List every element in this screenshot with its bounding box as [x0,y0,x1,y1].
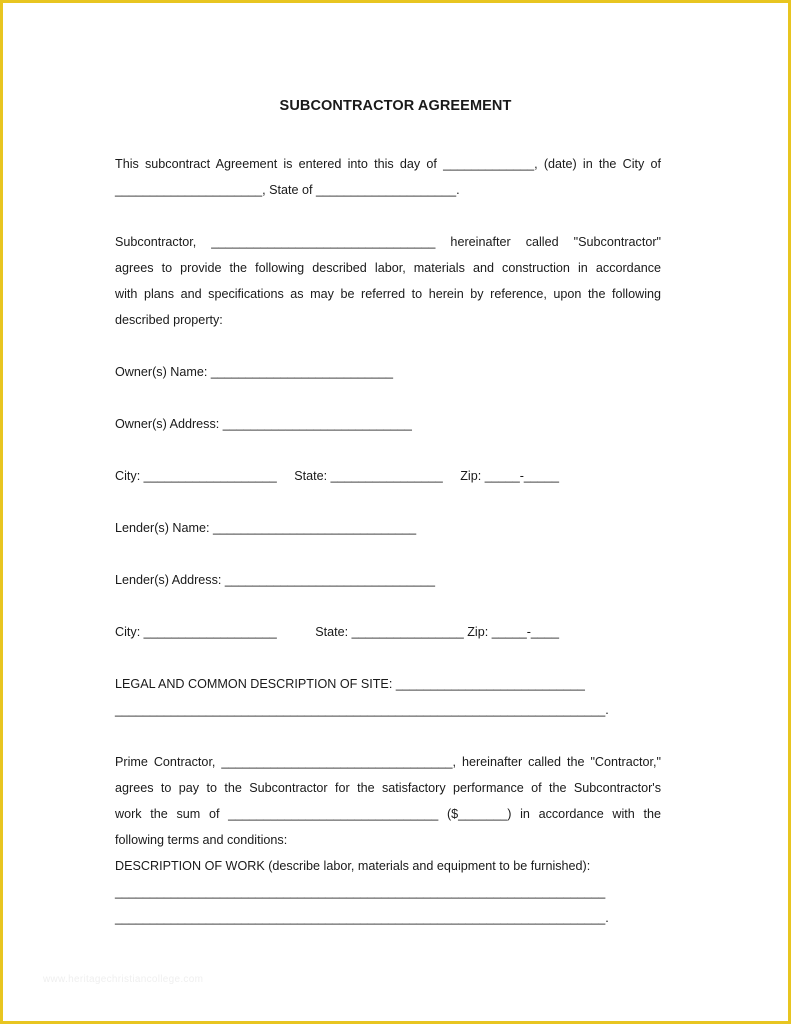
subcontractor-line-2: agrees to provide the following described labor, materials and construction in accordance [115,261,661,275]
subcontractor-line-3: with plans and specifications as may be referred to herein by reference, upon the following [115,287,661,301]
description-of-work-heading: DESCRIPTION OF WORK (describe labor, materials and equipment to be furnished): [115,859,591,873]
subcontractor-line-1: Subcontractor, ________________________________ hereinafter called "Subcontractor" [115,235,661,249]
prime-contractor-line-3: work the sum of ______________________________ ($_______) in accordance with the [115,807,661,821]
prime-contractor-line-1: Prime Contractor, _________________________________, hereinafter called the "Contractor," [115,755,661,769]
description-of-work-line-1: ______________________________________________________________________ [115,885,606,899]
site-description-continuation: ______________________________________________________________________. [115,703,609,717]
description-of-work-line-2: ______________________________________________________________________. [115,911,609,925]
intro-line-1: This subcontract Agreement is entered into this day of _____________, (date) in the City of [115,157,661,171]
owner-city-state-zip-field: City: ___________________ State: ________________ Zip: _____-_____ [115,469,559,483]
prime-contractor-line-2: agrees to pay to the Subcontractor for the satisfactory performance of the Subcontractor's [115,781,661,795]
prime-contractor-line-4: following terms and conditions: [115,833,288,847]
document-title: SUBCONTRACTOR AGREEMENT [279,98,512,114]
subcontractor-line-4: described property: [115,313,223,327]
lender-city-state-zip-field: City: ___________________ State: ________________ Zip: _____-____ [115,625,559,639]
lender-name-field: Lender(s) Name: _____________________________ [115,521,417,535]
owner-name-field: Owner(s) Name: __________________________ [115,365,393,379]
owner-address-field: Owner(s) Address: ___________________________ [115,417,412,431]
site-description-field: LEGAL AND COMMON DESCRIPTION OF SITE: ___________________________ [115,677,585,691]
lender-address-field: Lender(s) Address: ______________________________ [115,573,436,587]
intro-line-2: _____________________, State of ____________________. [115,183,460,197]
watermark: www.heritagechristiancollege.com [43,974,204,985]
